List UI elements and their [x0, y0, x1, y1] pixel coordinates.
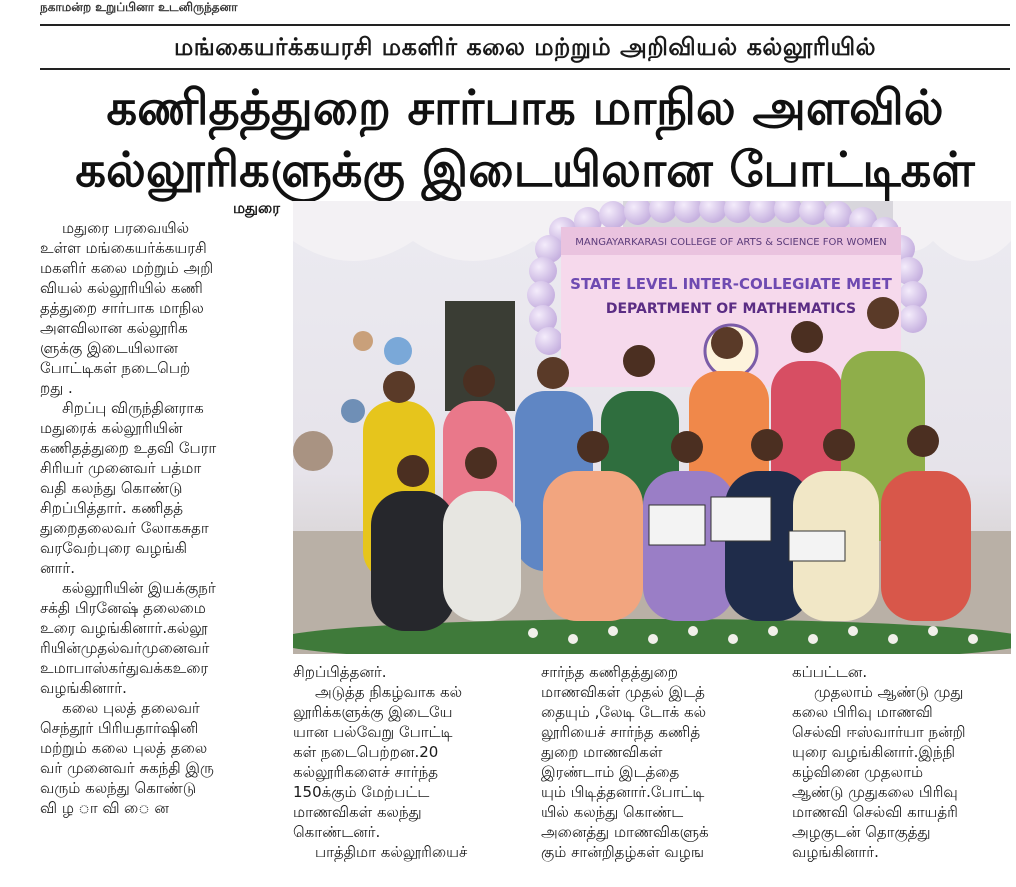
article-line: வி ழ ா வி ை ன [40, 799, 169, 817]
photo-illustration [293, 201, 1011, 654]
event-photo [293, 201, 1011, 654]
article-line: மற்றும் கலை புலத் தலை [40, 739, 208, 757]
article-line: னார். [40, 559, 75, 577]
article-line: பாத்திமா கல்லூரியைச் [315, 843, 468, 861]
dateline: மதுரை [232, 199, 280, 217]
article-line: யில் கலந்து கொண்ட [541, 803, 684, 821]
article-line: உமாபாஸ்கர்துவக்கஉரை [40, 659, 209, 677]
article-line: றது . [40, 379, 73, 397]
article-line: உரை வழங்கினார்.கல்லூ [40, 619, 208, 637]
article-line: மகளிர் கலை மற்றும் அறி [40, 259, 214, 277]
article-line: செந்தூர் பிரியதார்ஷினி [40, 719, 199, 737]
article-line: கல்லூரிகளைச் சார்ந்த [293, 763, 438, 781]
article-line: முதலாம் ஆண்டு முது [814, 683, 964, 701]
divider-sub [40, 68, 1010, 70]
article-line: யும் பிடித்தனார்.போட்டி [541, 783, 705, 801]
article-line: துறை மாணவிகள் [541, 743, 663, 761]
article-line: இரண்டாம் இடத்தை [541, 763, 680, 781]
article-line: வியல் கல்லூரியில் கணி [40, 279, 203, 297]
article-line: மாணவிகள் கலந்து [293, 803, 422, 821]
article-line: லூரிக்களுக்கு இடையே [293, 703, 453, 721]
banner-college-text: MANGAYARKARASI COLLEGE OF ARTS & SCIENCE FOR WOMEN [575, 237, 887, 248]
article-line: யுரை வழங்கினார்.இந்நி [792, 743, 956, 761]
article-line: சிரியர் முனைவர் பத்மா [40, 459, 202, 477]
article-line: கும் சான்றிதழ்கள் வழங [541, 843, 704, 861]
divider-top [40, 24, 1010, 26]
article-column-4 [792, 662, 1010, 862]
article-line: கப்பட்டன. [792, 663, 868, 681]
article-line: அழகுடன் தொகுத்து [792, 823, 931, 841]
article-line: கலை பிரிவு மாணவி [792, 703, 933, 721]
article-line: வழங்கினார். [792, 843, 879, 861]
article-line: தையும் ,லேடி டோக் கல் [541, 703, 707, 721]
article-line: யான பல்வேறு போட்டி [293, 723, 453, 741]
article-line: வதி கலந்து கொண்டு [40, 479, 183, 497]
article-line: வரவேற்புரை வழங்கி [40, 539, 188, 557]
article-line: மதுரைக் கல்லூரியின் [40, 419, 183, 437]
banner-dept-text: DEPARTMENT OF MATHEMATICS [605, 301, 857, 317]
article-line: வரும் கலந்து கொண்டு [40, 779, 197, 797]
article-line: சிறப்பு விருந்தினராக [62, 399, 204, 417]
article-line: ஆண்டு முதுகலை பிரிவு [792, 783, 958, 801]
article-line: சிறப்பித்தனர். [293, 663, 387, 681]
article-column-2 [293, 662, 525, 862]
article-line: சிறப்பித்தார். கணிதத் [40, 499, 183, 517]
article-line: கள் நடைபெற்றன.20 [293, 743, 439, 761]
article-line: அளவிலான கல்லூரிக [40, 319, 188, 337]
subheadline: மங்கையர்க்கயரசி மகளிர் கலை மற்றும் அறிவியல் கல்லூரியில் [173, 33, 877, 61]
article-line: தத்துறை சார்பாக மாநில [40, 299, 204, 317]
article-line: அடுத்த நிகழ்வாக கல் [315, 683, 463, 701]
top-strip-text: நகாமன்ற உறுப்பினா உடனிருந்தனா [40, 0, 238, 14]
article-line: உள்ள மங்கையர்க்கயரசி [40, 239, 207, 257]
article-line: லூரியைச் சார்ந்த கணித் [541, 723, 701, 741]
article-line: கழ்வினை முதலாம் [792, 763, 924, 781]
article-line: மாணவி செல்வி காயத்ரி [792, 803, 958, 821]
article-column-1 [40, 198, 280, 818]
article-line: கணிதத்துறை உதவி பேரா [40, 439, 217, 457]
article-line: வழங்கினார். [40, 679, 127, 697]
article-line: சார்ந்த கணிதத்துறை [541, 663, 678, 681]
article-line: வர் முனைவர் சுகந்தி இரு [40, 759, 214, 777]
article-line: மாணவிகள் முதல் இடத் [541, 683, 705, 701]
article-line: கலை புலத் தலைவர் [62, 699, 200, 717]
article-line: துறைதலைவர் லோகசுதா [40, 519, 209, 537]
article-line: 150க்கும் மேற்பட்ட [293, 783, 430, 801]
article-line: ரியின்முதல்வர்முனைவர் [40, 639, 210, 657]
article-line: கல்லூரியின் இயக்குநர் [62, 579, 216, 597]
article-line: ளுக்கு இடையிலான [40, 339, 178, 357]
article-line: அனைத்து மாணவிகளுக் [541, 823, 709, 841]
article-column-3 [541, 662, 774, 862]
article-line: கொண்டனர். [293, 823, 381, 841]
article-line: போட்டிகள் நடைபெற் [40, 359, 191, 377]
article-line: மதுரை பரவையில் [62, 219, 190, 237]
article-line: சக்தி பிரனேஷ் தலைமை [40, 599, 206, 617]
article-line: செல்வி ஈஸ்வார்யா நன்றி [792, 723, 966, 741]
headline-line1: கணிதத்துறை சார்பாக மாநில அளவில் [106, 80, 944, 136]
banner-event-text: STATE LEVEL INTER-COLLEGIATE MEET [570, 275, 892, 293]
headline-line2: கல்லூரிகளுக்கு இடையிலான போட்டிகள் [75, 142, 975, 198]
